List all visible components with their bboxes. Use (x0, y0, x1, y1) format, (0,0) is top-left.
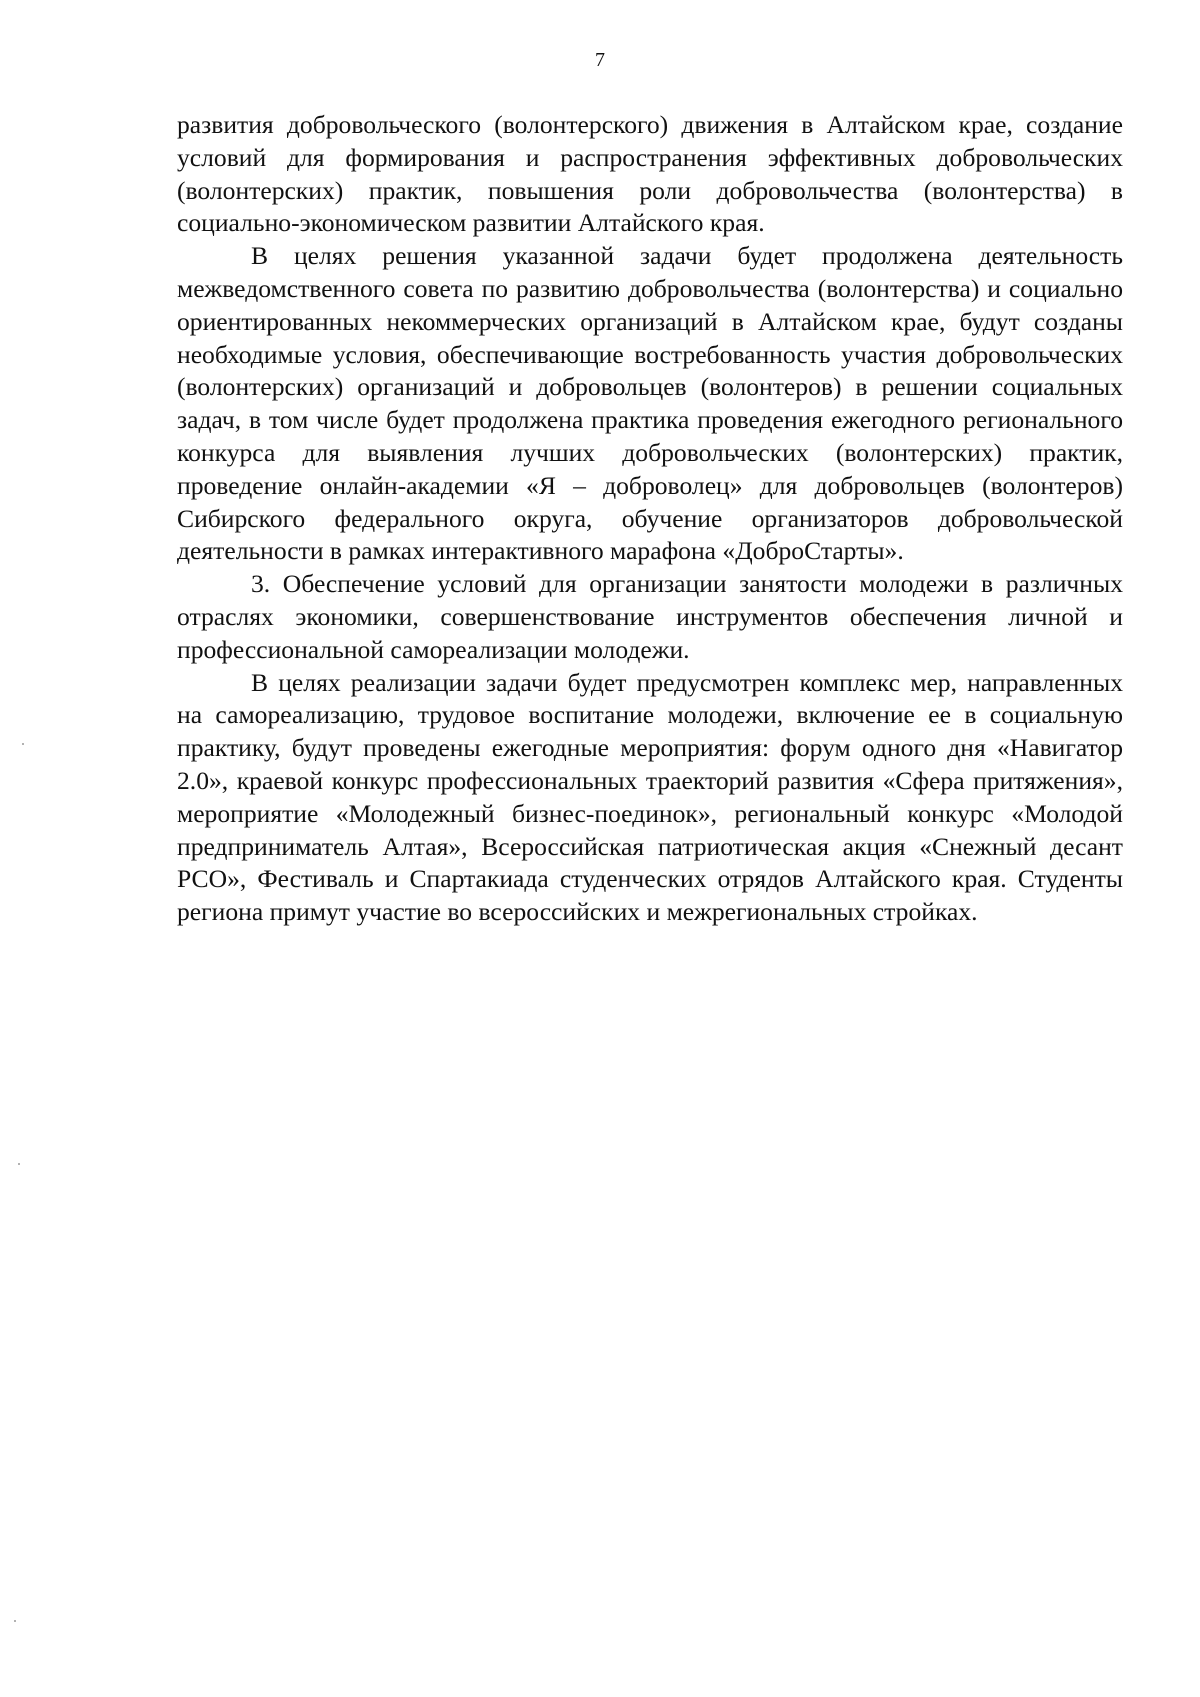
paragraph-continuation: развития добровольческого (волонтерского) движения в Алтайском крае, создание условий для формирования и распространения эффективных добровольческих (волонтерских) практик, повышения роли добровольчества (волонтерства) в социально-экономическом развитии Алтайского края. (177, 110, 1123, 238)
paragraph-volunteer-council: В целях решения указанной задачи будет продолжена деятельность межведомственного совета по развитию добровольчества (волонтерства) и социально ориентированных некоммерческих организаций в Алтайском крае, будут созданы необходимые условия, обеспечивающие востребованность участия добровольческих (волонтерских) организаций и добровольцев (волонтеров) в решении социальных задач, в том числе будет продолжена практика проведения ежегодного регионального конкурса для выявления лучших добровольческих (волонтерских) практик, проведение онлайн-академии «Я – доброволец» для добровольцев (волонтеров) Сибирского федерального округа, обучение организаторов добровольческой деятельности в рамках интерактивного марафона «ДоброСтарты». (177, 241, 1123, 566)
paragraph-task-3-measures: В целях реализации задачи будет предусмотрен комплекс мер, направленных на самореализацию, трудовое воспитание молодежи, включение ее в социальную практику, будут проведены ежегодные мероприятия: форум одного дня «Навигатор 2.0», краевой конкурс профессиональных траекторий развития «Сфера притяжения», мероприятие «Молодежный бизнес-поединок», региональный конкурс «Молодой предприниматель Алтая», Всероссийская патриотическая акция «Снежный десант РСО», Фестиваль и Спартакиада студенческих отрядов Алтайского края. Студенты региона примут участие во всероссийских и межрегиональных стройках. (177, 667, 1123, 927)
scan-artifact (14, 1620, 16, 1622)
scan-artifact (22, 743, 24, 745)
body-text (177, 109, 1123, 929)
scan-artifact (18, 1163, 20, 1165)
paragraph-task-3: 3. Обеспечение условий для организации занятости молодежи в различных отраслях экономики, совершенствование инструментов обеспечения личной и профессиональной самореализации молодежи. (177, 569, 1123, 664)
page-number: 7 (595, 49, 605, 71)
